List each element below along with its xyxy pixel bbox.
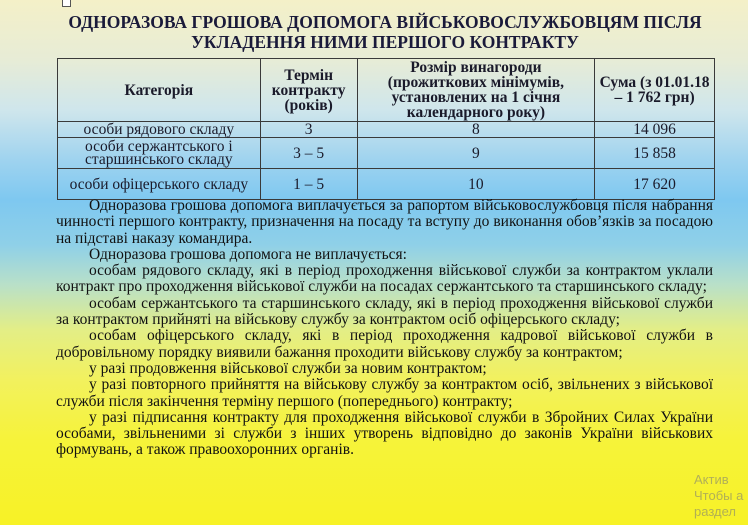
paragraph: у разі продовження військової служби за новим контрактом; bbox=[89, 359, 487, 377]
table-row bbox=[58, 122, 715, 138]
cell-sum: 14 096 bbox=[595, 122, 715, 138]
cell-term: 3 – 5 bbox=[260, 138, 357, 169]
header-reward: Розмір винагороди (прожиткових мінімумів, установлених на 1 січня календарного року) bbox=[357, 59, 595, 122]
cell-category: особи офіцерського складу bbox=[58, 169, 261, 200]
cell-reward: 8 bbox=[357, 122, 595, 138]
title-line-2: УКЛАДЕННЯ НИМИ ПЕРШОГО КОНТРАКТУ bbox=[191, 32, 579, 52]
document-title bbox=[40, 12, 730, 52]
header-category: Категорія bbox=[58, 59, 261, 122]
cell-reward: 9 bbox=[357, 138, 595, 169]
body-text bbox=[56, 198, 713, 459]
cell-reward: 10 bbox=[357, 169, 595, 200]
paragraph: Одноразова грошова допомога виплачується за рапортом військовослужбовця після набрання чинності першого контракту, призначення на посаду та вступу до виконання обов’язків за посадою на підставі наказу командира. bbox=[56, 197, 713, 247]
watermark-line-2: Чтобы а bbox=[694, 488, 744, 503]
cell-category: особи рядового складу bbox=[58, 122, 261, 138]
table-header-row bbox=[58, 59, 715, 122]
paragraph: Одноразова грошова допомога не виплачується: bbox=[89, 245, 407, 263]
table-row bbox=[58, 169, 715, 200]
cell-category: особи сержантського і старшинського складу bbox=[58, 138, 261, 169]
cell-term: 3 bbox=[260, 122, 357, 138]
header-sum: Сума (з 01.01.18 – 1 762 грн) bbox=[595, 59, 715, 122]
paragraph: особам сержантського та старшинського складу, які в період проходження військової служби за контрактом прийняті на військову службу за контрактом осіб офіцерського складу; bbox=[56, 294, 713, 329]
cell-sum: 15 858 bbox=[595, 138, 715, 169]
activation-watermark bbox=[694, 472, 748, 520]
table-row bbox=[58, 138, 715, 169]
cell-term: 1 – 5 bbox=[260, 169, 357, 200]
paragraph: у разі підписання контракту для проходження військової служби в Збройних Силах України особами, звільненими зі служби з інших утворень відповідно до законів України військових формувань, а також правоохоронних органів. bbox=[56, 408, 713, 459]
cell-sum: 17 620 bbox=[595, 169, 715, 200]
title-line-1: ОДНОРАЗОВА ГРОШОВА ДОПОМОГА ВІЙСЬКОВОСЛУЖБОВЦЯМ ПІСЛЯ bbox=[68, 12, 702, 32]
header-term: Термін контракту (років) bbox=[260, 59, 357, 122]
watermark-line-1: Актив bbox=[694, 472, 729, 487]
paragraph: особам офіцерського складу, які в період проходження кадрової військової служби в добровільному порядку виявили бажання проходити військову службу за контрактом; bbox=[56, 327, 713, 361]
watermark-line-3: раздел bbox=[694, 504, 736, 519]
anchor-marker bbox=[62, 0, 71, 7]
paragraph: особам рядового складу, які в період проходження військової служби за контрактом уклали контракт про проходження військової служби на посадах сержантського та старшинського складу; bbox=[56, 262, 713, 296]
paragraph: у разі повторного прийняття на військову службу за контрактом осіб, звільнених з військової служби після закінчення терміну першого (попереднього) контракту; bbox=[56, 376, 713, 410]
bonus-table bbox=[57, 58, 715, 200]
